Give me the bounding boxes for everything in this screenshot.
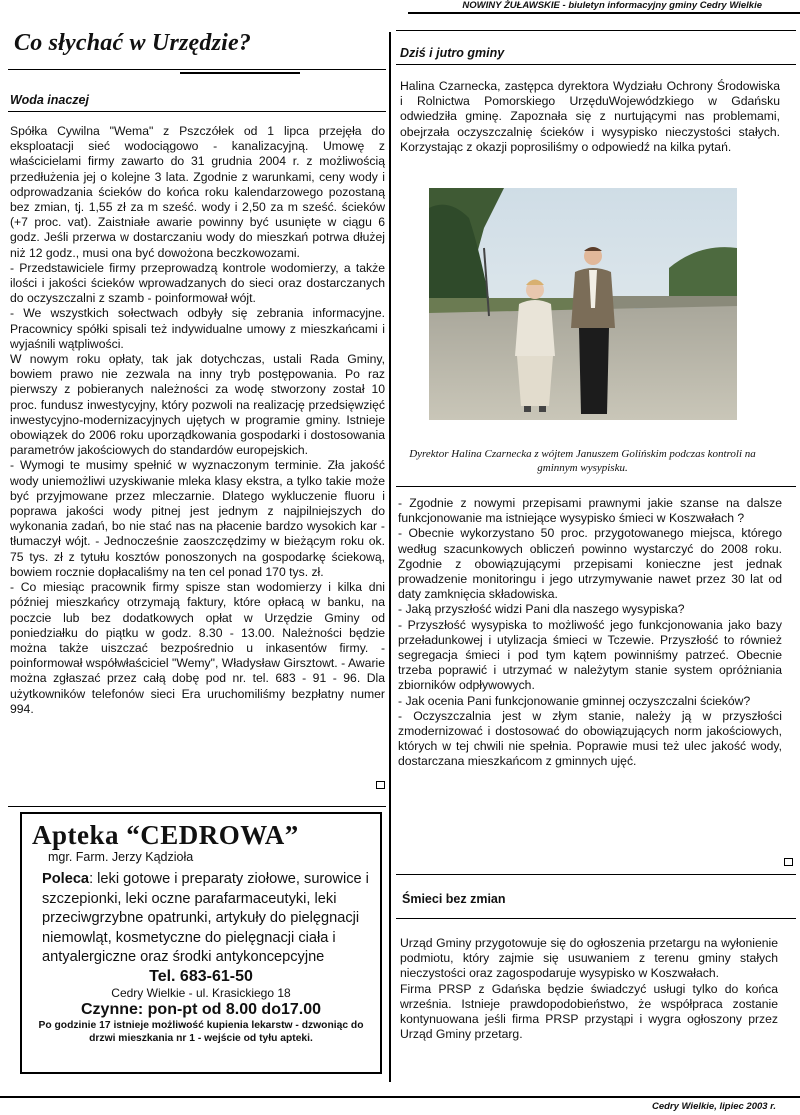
article-body-smieci xyxy=(400,936,778,1042)
interview-line: - Obecnie wykorzystano 50 proc. przygotowanego miejsca, którego według szacunkowych obliczeń powinno wystarczyć do 2008 roku. Zgodnie z obowiązującymi przepisami konieczne jest jednak prowadzenie monitoringu i jego utrzymywanie nawet przez 30 lat od daty zamknięcia składowiska. xyxy=(398,526,782,602)
end-of-article-mark xyxy=(376,781,385,789)
intro-paragraph: Halina Czarnecka, zastępca dyrektora Wydziału Ochrony Środowiska i Rolnictwa Pomorskiego UrzęduWojewódzkiego w Gdańsku odwiedziła gminę. Zapoznała się z nurtującymi nas problemami, obejrzała oczyszczalnię ścieków i wysypisko nieczystości stałych. Korzystając z okazji poprosiliśmy o odpowiedź na kilka pytań. xyxy=(400,79,780,154)
pharmacy-offer xyxy=(42,870,370,968)
photo-officials-at-landfill xyxy=(429,188,737,420)
interview-body xyxy=(398,496,782,770)
article-title-dzis: Dziś i jutro gminy xyxy=(400,46,505,60)
paragraph: - Wymogi te musimy spełnić w wyznaczonym terminie. Zła jakość wody uniemożliwi uzyskiwanie mleka klasy ekstra, a tylko takie może być przyjmowane przez mleczarnie. Dlatego wykluczenie fluoru i poprawa jakości wody pitnej jest jednym z najpilniejszych do wykonania zadań, bo nie stać nas na płacenie bardzo wysokich kar - tłumaczył wójt. - Jednocześnie zaoszczędzimy w bieżącym roku ok. 75 tys. zł z tytułu kosztów ponoszonych na gospodarkę ściekową, bowiem rocznie dopłacaliśmy na ten cel ponad 170 tys. zł. xyxy=(10,458,385,579)
pharmacy-night-note: Po godzinie 17 istnieje możliwość kupienia lekarstw - dzwoniąc do drzwi mieszkania nr 1 - wejście od tyłu apteki. xyxy=(38,1019,364,1044)
photo-caption: Dyrektor Halina Czarnecka z wójtem Januszem Golińskim podczas kontroli na gminnym wysypisku. xyxy=(409,448,756,474)
title-rule xyxy=(8,69,386,70)
interview-end-rule xyxy=(396,874,796,875)
column-divider xyxy=(389,32,391,1082)
caption-rule xyxy=(396,486,796,487)
footer-place-date: Cedry Wielkie, lipiec 2003 r. xyxy=(651,1101,776,1112)
title-rule-thick xyxy=(180,72,300,74)
paragraph: Firma PRSP z Gdańska będzie świadczyć usługi tylko do końca września. Istnieje prawdopodobieństwo, że współpraca zostanie kontynuowana jeśli firma PRSP przystąpi i wygra ogłoszony przez Urząd Gminy przetarg. xyxy=(400,981,778,1042)
header-rule xyxy=(408,12,800,14)
article-intro-dzis xyxy=(400,79,780,155)
offer-text: : leki gotowe i preparaty ziołowe, surowice i szczepionki, leki oczne parafarmaceutyki, leki przeciwgrzybne opatrunki, artykuły do pielęgnacji niemowląt, kosmetyczne do pielęgnacji ciała i antyalergiczne oraz środki antykoncepcyjne xyxy=(42,871,369,966)
right-title-rule xyxy=(396,64,796,65)
footer-rule xyxy=(0,1096,800,1098)
right-top-rule xyxy=(396,30,796,31)
article-title-woda: Woda inaczej xyxy=(10,93,89,107)
interview-line: - Przyszłość wysypiska to możliwość jego funkcjonowania jako bazy przeładunkowej i utylizacja śmieci w Tczewie. Przyszłość to również segregacja śmieci i pod tym kątem powinniśmy patrzeć. Obecnie trzeba poprawić i utrzymać w należytym stanie system opróżniania zbiorników odpływowych. xyxy=(398,617,782,693)
article-end-rule xyxy=(8,806,386,807)
interview-line: - Jak ocenia Pani funkcjonowanie gminnej oczyszczalni ścieków? xyxy=(398,693,751,708)
running-header: NOWINY ŻUŁAWSKIE - biuletyn informacyjny gminy Cedry Wielkie xyxy=(462,0,762,11)
pharmacy-name: Apteka “CEDROWA” xyxy=(32,820,299,850)
pharmacy-hours: Czynne: pon-pt od 8.00 do17.00 xyxy=(80,1000,322,1018)
article-title-rule xyxy=(8,111,386,112)
paragraph: - We wszystkich sołectwach odbyły się zebrania informacyjne. Pracownicy spółki spisali też indywidualne umowy z mieszkańcami i wyjaśnili wątpliwości. xyxy=(10,306,385,351)
interview-line: - Oczyszczalnia jest w złym stanie, należy ją w przyszłości zmodernizować i dostosować do obowiązujących norm jakościowych, których w tej chwili nie spełnia. Poprawie musi też ulec jakość wody, dostarczana mieszkańcom z gminnych ujęć. xyxy=(398,708,782,769)
pharmacy-owner: mgr. Farm. Jerzy Kądzioła xyxy=(48,850,194,864)
page-section-title: Co słychać w Urzędzie? xyxy=(14,30,252,56)
article2-title-rule xyxy=(396,918,796,919)
interview-line: - Zgodnie z nowymi przepisami prawnymi jakie szanse na dalsze funkcjonowanie ma istniejące wysypisko śmieci w Koszwałach ? xyxy=(398,496,782,526)
paragraph: - Przedstawiciele firmy przeprowadzą kontrole wodomierzy, a także ilości i jakości ścieków wprowadzanych do sieci oraz dostarczanych do oczyszczalni z szamb - poinformował wójt. xyxy=(10,260,385,306)
paragraph: - Co miesiąc pracownik firmy spisze stan wodomierzy i kilka dni później mieszkańcy otrzymają faktury, które opłacą w banku, na poczcie lub bez dodatkowych opłat w Urzędzie Gminy od poniedziałku do piątku w godz. 8.30 - 13.00. Należności będzie można także uiszczać bezpośrednio u inkasentów firmy. - poinformował współwłaściciel "Wemy", Władysław Girsztowt. - Awarie można zgłaszać przez całą dobę pod nr. tel. 683 - 91 - 96. Dla użytkowników telefonów sieci Era uruchomiliśmy bezpłatny numer 994. xyxy=(10,580,385,716)
article-body-woda xyxy=(10,124,385,717)
pharmacy-phone: Tel. 683-61-50 xyxy=(149,967,253,985)
photo-image xyxy=(429,188,737,420)
end-of-article-mark xyxy=(784,858,793,866)
pharmacy-advertisement xyxy=(20,812,382,1074)
paragraph: Urząd Gminy przygotowuje się do ogłoszenia przetargu na wyłonienie podmiotu, który zajmie się usuwaniem z terenu gminy stałych nieczystości oraz zagospodaruje wysypisko w Koszwałach. xyxy=(400,936,778,981)
paragraph: Spółka Cywilna "Wema" z Pszczółek od 1 lipca przejęła do eksploatacji sieć wodociągowo - kanalizacyjną. Umowę z właścicielami firmy zawarto do 31 grudnia 2004 r. z możliwością przedłużenia jej o kolejne 3 lata. Zgodnie z warunkami, ceny wody i odprowadzania ścieków do końca roku kalendarzowego pozostaną bez zmian, tj. 1,55 zł za m sześć. wody i 2,50 za m sześć. ścieków (+7 proc. vat). Zaistniałe awarie powinny być usunięte w ciągu 6 godz. Jeśli przerwa w dostarczaniu wody do mieszkań potrwa dłużej niż 12 godz., musi ona być dowożona beczkowozami. xyxy=(10,124,385,260)
interview-line: - Jaką przyszłość widzi Pani dla naszego wysypiska? xyxy=(398,602,685,617)
pharmacy-address: Cedry Wielkie - ul. Krasickiego 18 xyxy=(111,985,291,1000)
paragraph: W nowym roku opłaty, tak jak dotychczas, ustali Rada Gminy, bowiem prawo nie zezwala na inny tryb postępowania. Po raz pierwszy z pobieranych należności za wodę stworzony został 10 proc. fundusz inwestycyjny, który pozwoli na realizację przedsięwzięć inwestycyjno-modernizacyjnych ujętych w programie gminy. Istnieje obowiązek do 2006 roku uporządkowania gospodarki i dostosowania parametrów jakościowych do standardów europejskich. xyxy=(10,352,385,458)
article-title-smieci: Śmieci bez zmian xyxy=(402,892,506,906)
offer-label: Poleca xyxy=(42,871,90,887)
